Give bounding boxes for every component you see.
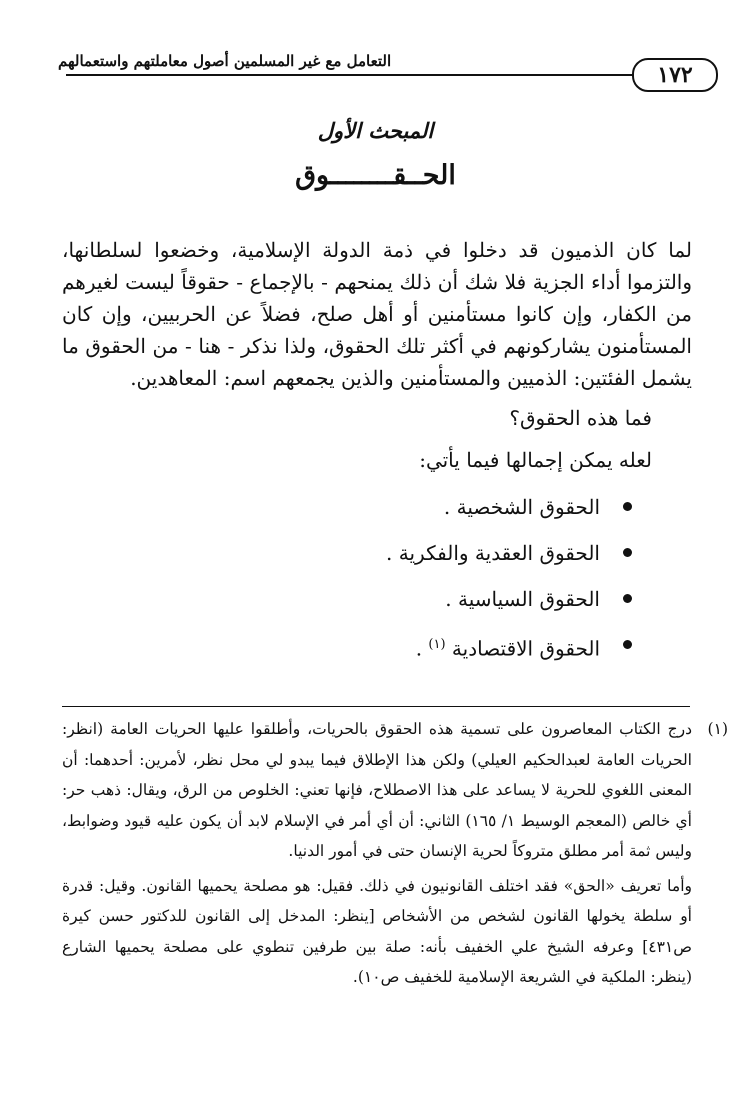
footnote-1 [62, 714, 728, 867]
bullet-icon [623, 548, 632, 557]
list-item-text: الحقوق الشخصية . [443, 495, 600, 519]
footnote-paragraph-1: درج الكتاب المعاصرون على تسمية هذه الحقوق بالحريات، وأطلقوا عليها الحريات العامة (انظر: الحريات العامة لعبدالحكيم العيلي) ولكن هذا الإطلاق فيما يبدو لي محل نظر، لأمرين: أحدهما: أن المعنى اللغوي للحرية لا يساعد على هذا الاصطلاح، فإنها تعني: الخلوص من الرق، ويقال: ذهب حر: أي خالص (المعجم الوسيط ١/ ١٦٥) الثاني: أن أي أمر في الإسلام لابد أن يكون عليه قيود وضوابط، وليس ثمة أمر مطلق متروكاً لحرية الإنسان حتى في أمور الدنيا. [62, 720, 692, 860]
footnote-marker: (١) [707, 720, 728, 738]
main-text [62, 234, 692, 672]
footnote-divider [62, 706, 690, 707]
footnote-paragraph-2: وأما تعريف «الحق» فقد اختلف القانونيون في ذلك. فقيل: هو مصلحة يحميها القانون. وقيل: قدرة أو سلطة يخولها القانون لشخص من الأشخاص [ينظر: المدخل إلى القانون للدكتور حسن كيرة ص٤٣١] وعرفه الشيخ علي الخفيف بأنه: صلة بين طرفين تنطوي على مصلحة يحميها الشارع (ينظر: الملكية في الشريعة الإسلامية للخفيف ص١٠). [62, 876, 692, 986]
section-title: الحــقــــــــوق [295, 160, 456, 191]
bullet-icon [623, 594, 632, 603]
list-item-end: . [415, 636, 423, 661]
footnote-reference[interactable]: (١) [428, 637, 446, 652]
bullet-icon [623, 502, 632, 511]
question-line: فما هذه الحقوق؟ [509, 406, 652, 430]
list-item-text: الحقوق السياسية . [445, 587, 600, 611]
list-item [62, 530, 632, 576]
running-title: التعامل مع غير المسلمين أصول معاملتهم واستعمالهم [58, 52, 392, 70]
list-item-text: الحقوق العقدية والفكرية . [386, 541, 600, 565]
page-number: ١٧٢ [632, 58, 718, 92]
header-rule [66, 74, 696, 76]
section-subtitle: المبحث الأول [317, 118, 434, 143]
page-header [28, 52, 718, 92]
bullet-icon [623, 640, 632, 649]
list-item-text: الحقوق الاقتصادية [451, 636, 600, 661]
footnotes [62, 714, 728, 997]
footnote-1-continued [62, 871, 692, 993]
list-item [62, 622, 632, 672]
rights-list [62, 484, 692, 672]
body-paragraph: لما كان الذميون قد دخلوا في ذمة الدولة الإسلامية، وخضعوا لسلطانها، والتزموا أداء الجزية فلا شك أن ذلك يمنحهم - بالإجماع - حقوقاً ليست لغيرهم من الكفار، وإن كانوا مستأمنين أو أهل صلح، فضلاً عن الحربيين، وإن كان المستأمنون يشاركونهم في أكثر تلك الحقوق، ولذا نذكر - هنا - من الحقوق ما يشمل الفئتين: الذميين والمستأمنين والذين يجمعهم اسم: المعاهدين. [62, 238, 692, 390]
list-item [62, 484, 632, 530]
list-item [62, 576, 632, 622]
intro-line: لعله يمكن إجمالها فيما يأتي: [419, 448, 652, 472]
